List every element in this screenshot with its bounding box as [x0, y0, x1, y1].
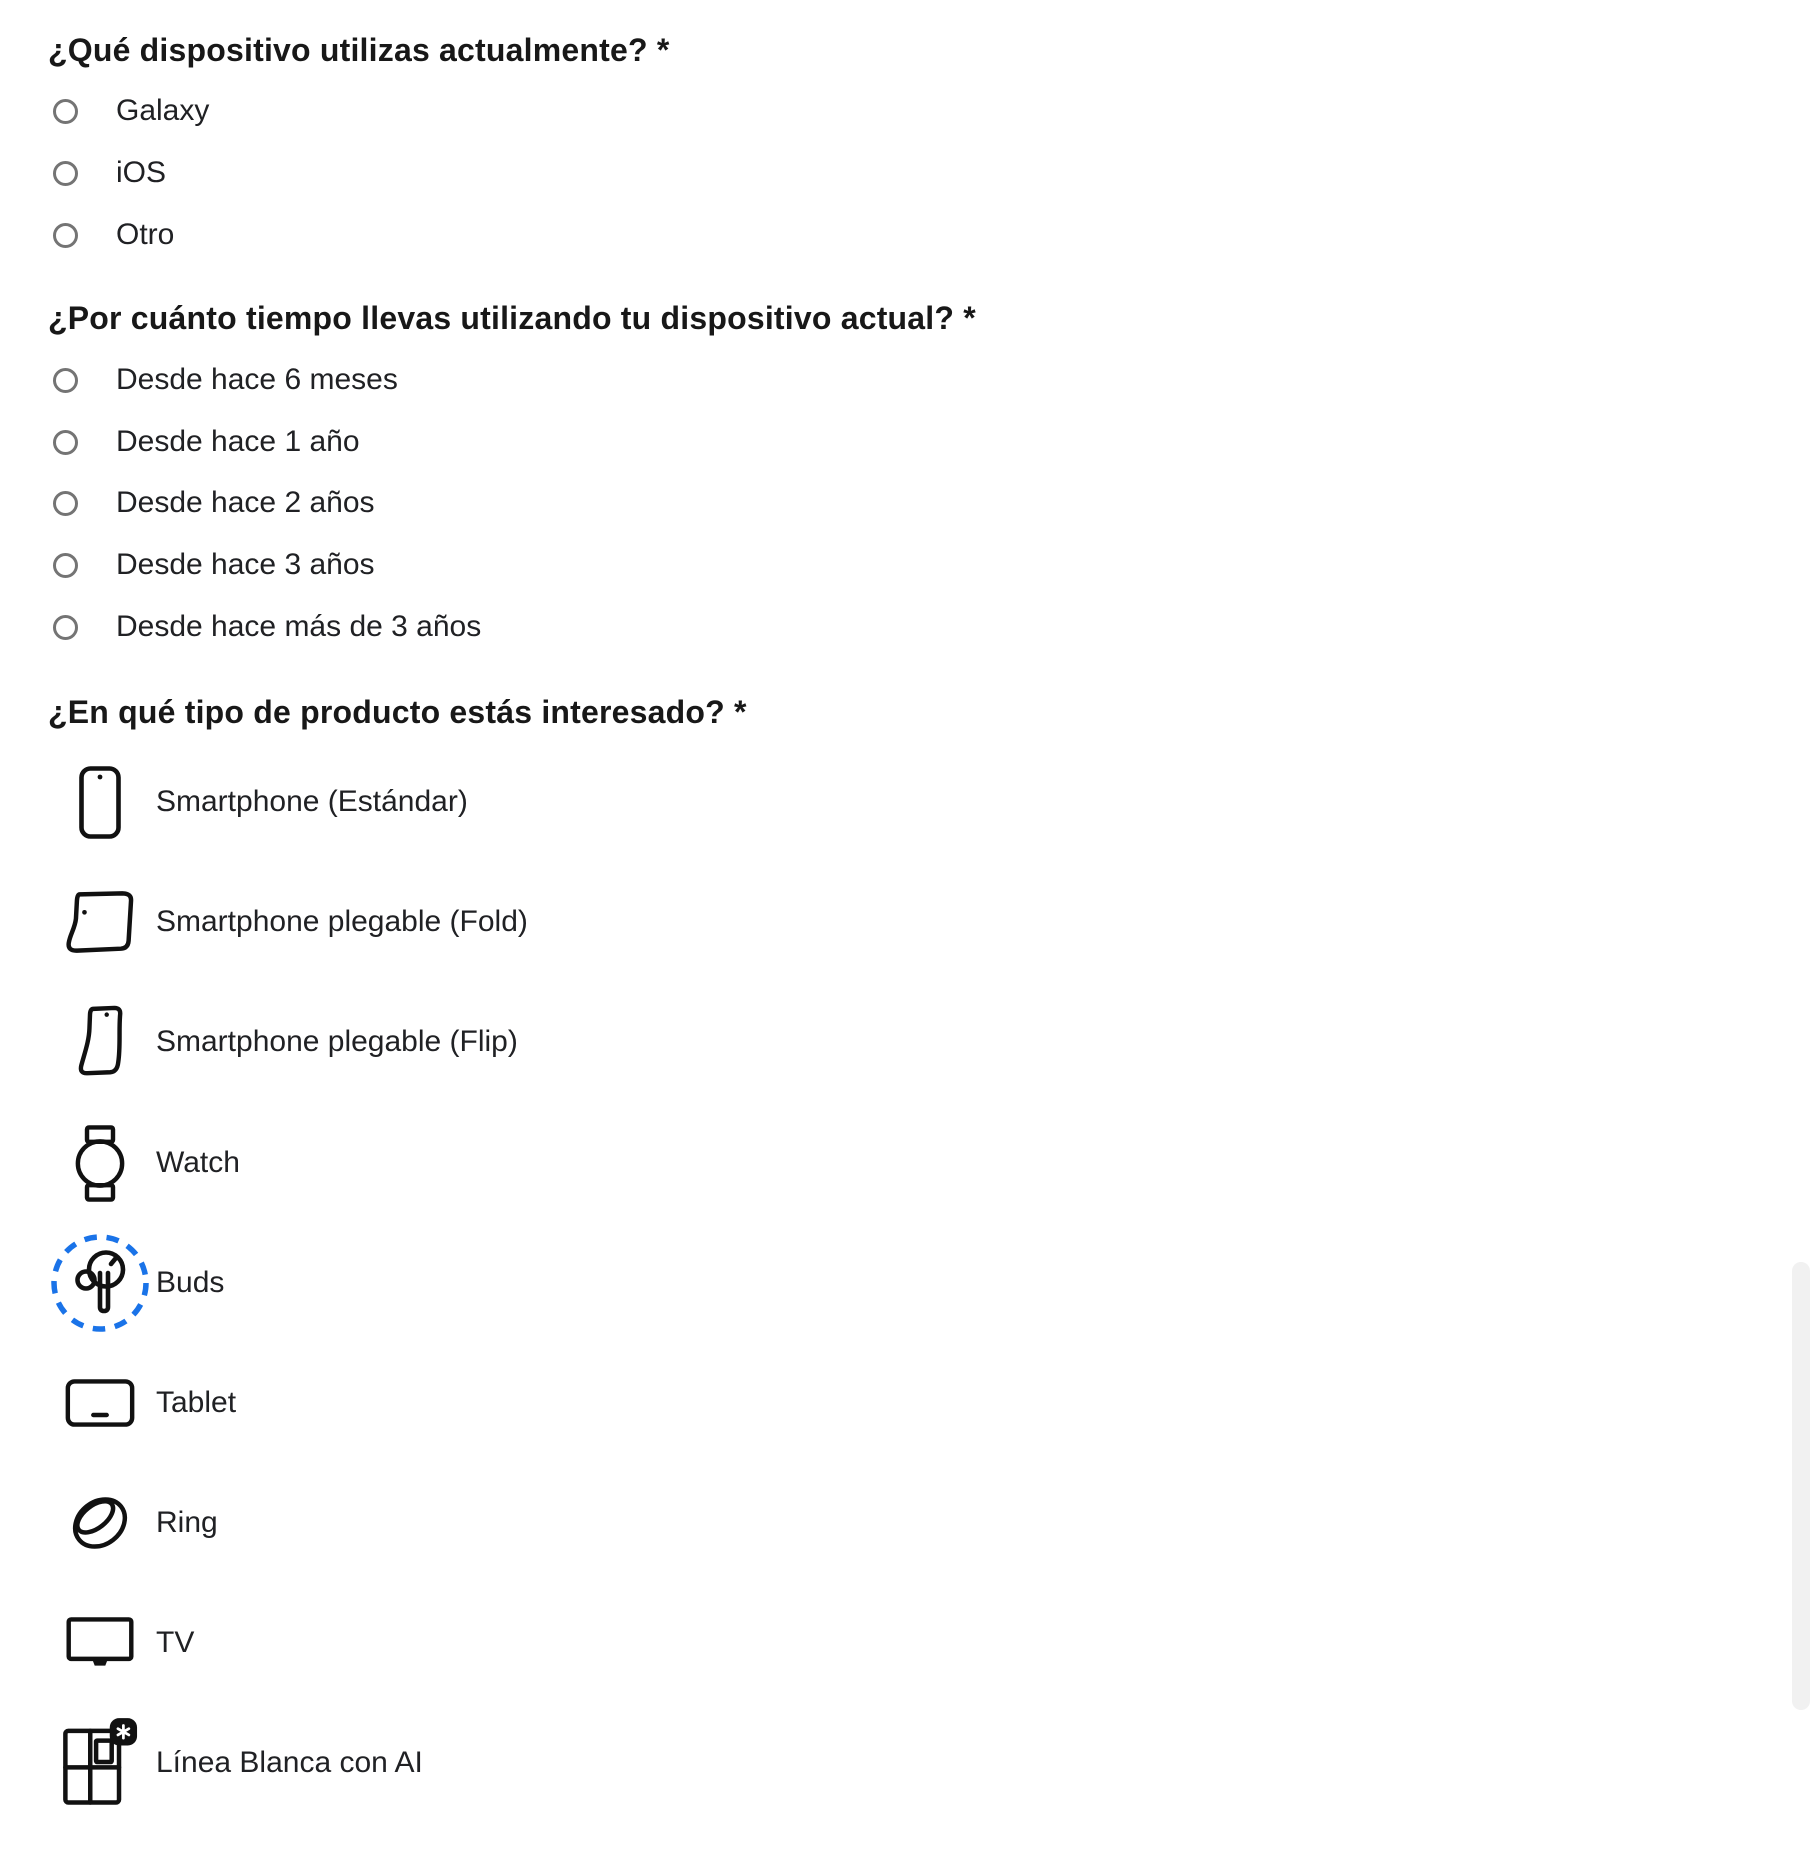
- question-text: ¿En qué tipo de producto estás interesado?: [48, 694, 725, 730]
- watch-icon: [48, 1100, 152, 1226]
- radio-button-icon[interactable]: [53, 99, 78, 124]
- radio-option-label[interactable]: Otro: [116, 218, 175, 251]
- radio-button-icon[interactable]: [53, 615, 78, 640]
- radio-option-label[interactable]: Desde hace 1 año: [116, 425, 360, 458]
- product-option-label[interactable]: Smartphone plegable (Fold): [156, 905, 528, 938]
- question-title-device: [48, 30, 669, 70]
- radio-option-3-anos[interactable]: [53, 540, 375, 590]
- vertical-scrollbar-thumb[interactable]: [1792, 1262, 1810, 1710]
- question-title-duration: [48, 298, 976, 338]
- radio-option-1-ano[interactable]: [53, 417, 360, 467]
- tablet-icon: [48, 1340, 152, 1466]
- radio-option-otro[interactable]: [53, 210, 174, 260]
- radio-option-ios[interactable]: [53, 148, 166, 198]
- radio-button-icon[interactable]: [53, 161, 78, 186]
- radio-option-galaxy[interactable]: [53, 86, 209, 136]
- product-option-label[interactable]: Smartphone plegable (Flip): [156, 1025, 518, 1058]
- product-option-fold[interactable]: [48, 859, 528, 985]
- radio-option-label[interactable]: iOS: [116, 156, 167, 189]
- radio-option-label[interactable]: Desde hace 2 años: [116, 486, 375, 519]
- fold-phone-icon: [48, 859, 152, 985]
- radio-button-icon[interactable]: [53, 430, 78, 455]
- radio-option-6-meses[interactable]: [53, 355, 398, 405]
- product-option-label[interactable]: Ring: [156, 1506, 218, 1539]
- ai-sparkle-badge: [110, 1718, 137, 1745]
- radio-option-label[interactable]: Galaxy: [116, 94, 210, 127]
- tv-icon: [48, 1580, 152, 1706]
- required-asterisk: *: [963, 300, 976, 336]
- flip-phone-icon: [48, 979, 152, 1105]
- product-option-label[interactable]: Watch: [156, 1146, 240, 1179]
- radio-button-icon[interactable]: [53, 491, 78, 516]
- product-option-label[interactable]: TV: [156, 1626, 195, 1659]
- smartphone-icon: [48, 739, 152, 865]
- product-option-smartphone[interactable]: [48, 739, 468, 865]
- earbud-icon: [48, 1220, 152, 1346]
- product-option-label[interactable]: Línea Blanca con AI: [156, 1746, 423, 1779]
- radio-button-icon[interactable]: [53, 223, 78, 248]
- required-asterisk: *: [656, 32, 670, 68]
- product-option-linea-blanca[interactable]: [48, 1700, 423, 1826]
- product-option-label[interactable]: Smartphone (Estándar): [156, 785, 468, 818]
- ring-icon: [48, 1460, 152, 1586]
- product-option-buds[interactable]: [48, 1220, 224, 1346]
- radio-option-label[interactable]: Desde hace 6 meses: [116, 363, 398, 396]
- fridge-ai-icon: [48, 1700, 152, 1826]
- radio-button-icon[interactable]: [53, 368, 78, 393]
- product-option-ring[interactable]: [48, 1460, 218, 1586]
- question-text: ¿Por cuánto tiempo llevas utilizando tu dispositivo actual?: [48, 300, 955, 336]
- product-option-tablet[interactable]: [48, 1340, 236, 1466]
- radio-option-label[interactable]: Desde hace más de 3 años: [116, 610, 482, 643]
- required-asterisk: *: [734, 694, 747, 730]
- product-option-label[interactable]: Buds: [156, 1266, 225, 1299]
- radio-option-2-anos[interactable]: [53, 478, 375, 528]
- product-option-tv[interactable]: [48, 1580, 194, 1706]
- radio-option-mas-3-anos[interactable]: [53, 602, 481, 652]
- product-option-watch[interactable]: [48, 1100, 240, 1226]
- question-text: ¿Qué dispositivo utilizas actualmente?: [48, 32, 648, 68]
- radio-option-label[interactable]: Desde hace 3 años: [116, 548, 375, 581]
- radio-button-icon[interactable]: [53, 553, 78, 578]
- question-title-product: [48, 692, 747, 732]
- product-option-flip[interactable]: [48, 979, 518, 1105]
- product-option-label[interactable]: Tablet: [156, 1386, 237, 1419]
